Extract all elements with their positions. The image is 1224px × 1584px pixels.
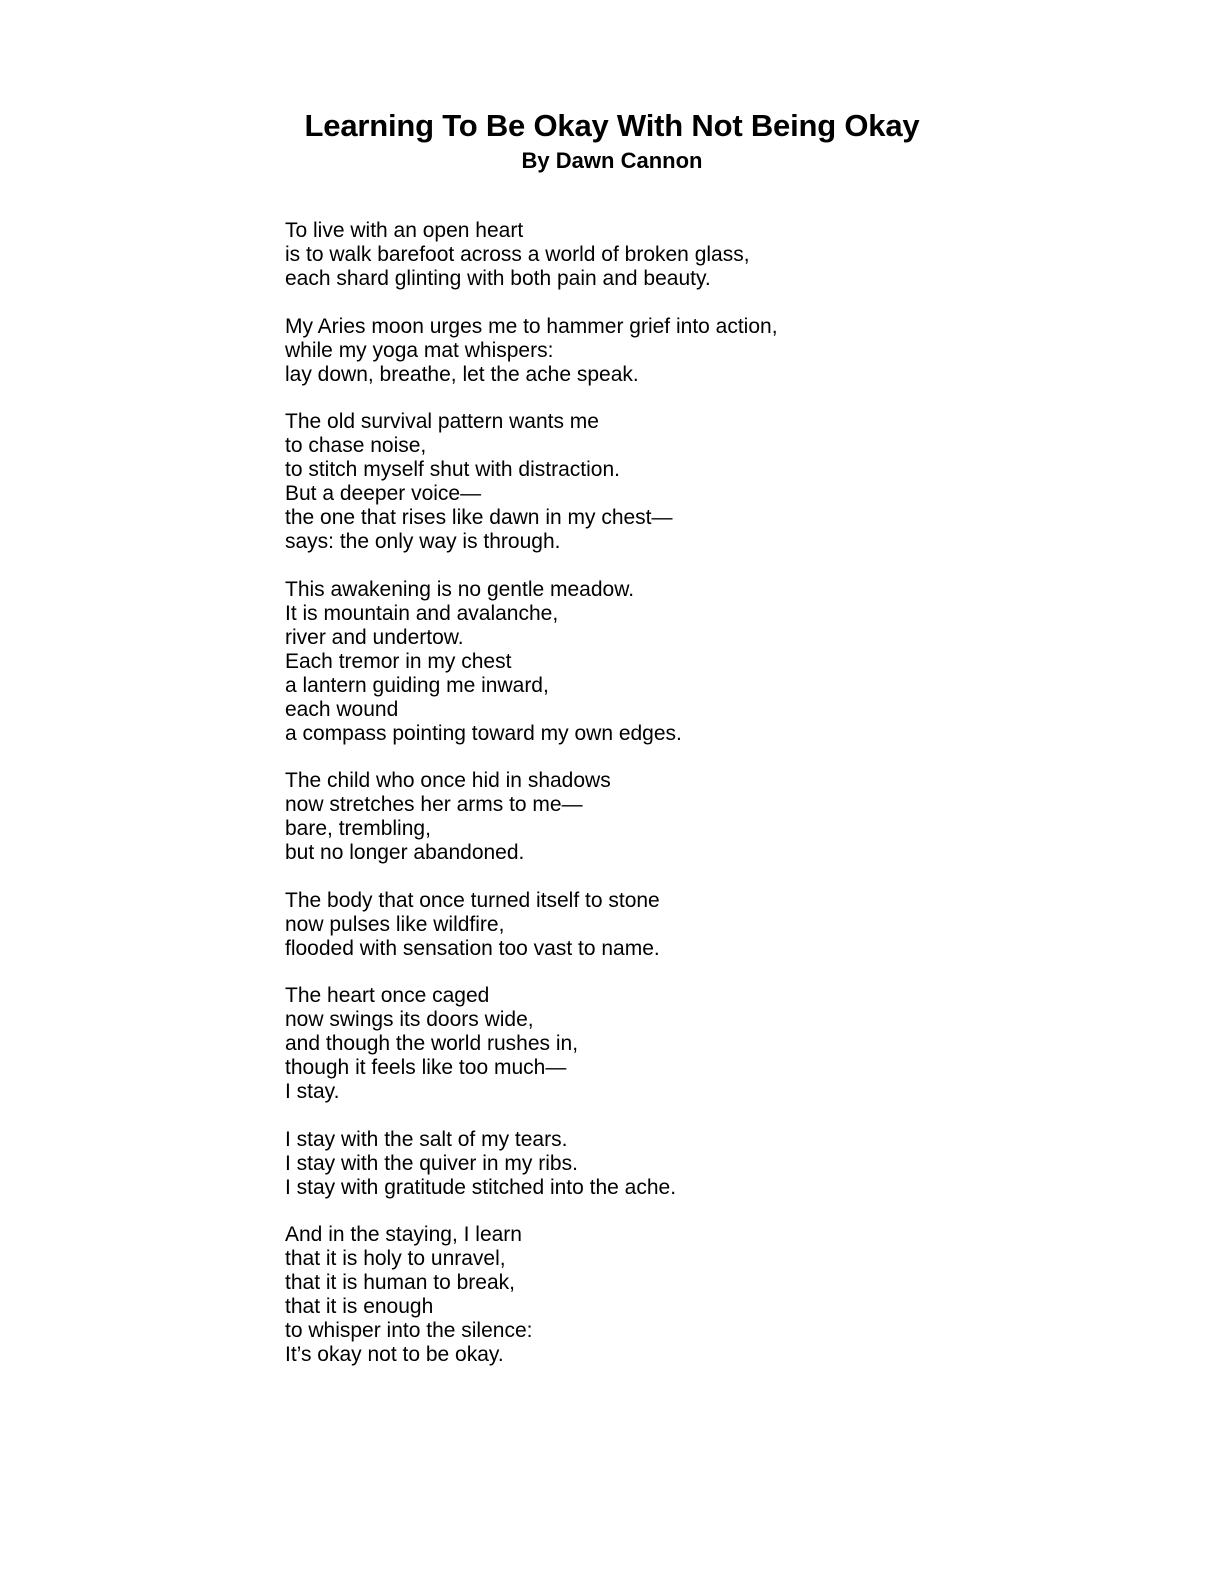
- poem-line: now stretches her arms to me—: [285, 793, 583, 816]
- poem-line: I stay.: [285, 1080, 340, 1103]
- poem-author: By Dawn Cannon: [521, 148, 703, 173]
- poem-line: to stitch myself shut with distraction.: [285, 458, 620, 481]
- poem-line: a lantern guiding me inward,: [285, 673, 549, 697]
- poem-line: to whisper into the silence:: [285, 1319, 533, 1342]
- stanza: [285, 578, 1085, 746]
- poem-line: that it is enough: [285, 1295, 434, 1318]
- stanza: [285, 315, 1085, 387]
- poem-line: To live with an open heart: [285, 219, 524, 242]
- poem-line: It is mountain and avalanche,: [285, 601, 559, 625]
- stanza: [285, 769, 1085, 865]
- poem-line: I stay with the quiver in my ribs.: [285, 1151, 578, 1175]
- poem-line: And in the staying, I learn: [285, 1223, 522, 1246]
- stanza: [285, 984, 1085, 1104]
- poem-line: is to walk barefoot across a world of broken glass,: [285, 243, 750, 266]
- poem-line: to chase noise,: [285, 434, 427, 457]
- poem-title: Learning To Be Okay With Not Being Okay: [304, 108, 920, 143]
- poem-line: and though the world rushes in,: [285, 1032, 579, 1055]
- poem-line: while my yoga mat whispers:: [285, 338, 554, 362]
- poem-line: The child who once hid in shadows: [285, 769, 611, 792]
- poem-line: though it feels like too much—: [285, 1056, 567, 1079]
- poem-line: each wound: [285, 697, 399, 721]
- poem-line: My Aries moon urges me to hammer grief into action,: [285, 314, 778, 338]
- poem-line: This awakening is no gentle meadow.: [285, 577, 635, 601]
- poem-line: The old survival pattern wants me: [285, 410, 599, 433]
- stanza: [285, 410, 1085, 554]
- poem-line: I stay with the salt of my tears.: [285, 1127, 568, 1151]
- stanza: [285, 889, 1085, 961]
- poem-line: but no longer abandoned.: [285, 841, 525, 864]
- poem-line: now pulses like wildfire,: [285, 912, 505, 936]
- poem-line: says: the only way is through.: [285, 530, 561, 553]
- poem-line: each shard glinting with both pain and beauty.: [285, 267, 711, 290]
- poem-line: Each tremor in my chest: [285, 649, 512, 673]
- stanza: [285, 1128, 1085, 1200]
- poem-line: flooded with sensation too vast to name.: [285, 936, 660, 960]
- poem-line: The heart once caged: [285, 984, 490, 1007]
- poem-line: river and undertow.: [285, 625, 464, 649]
- stanza: [285, 219, 1085, 291]
- poem-line: now swings its doors wide,: [285, 1008, 534, 1031]
- poem-line: that it is holy to unravel,: [285, 1247, 506, 1270]
- poem-line: lay down, breathe, let the ache speak.: [285, 362, 639, 386]
- stanza: [285, 1223, 1085, 1367]
- poem-line: I stay with gratitude stitched into the ache.: [285, 1175, 677, 1199]
- poem-body: [285, 219, 1085, 1391]
- poem-line: But a deeper voice—: [285, 482, 482, 505]
- poem-line: bare, trembling,: [285, 817, 431, 840]
- poem-line: It’s okay not to be okay.: [285, 1343, 504, 1366]
- poem-line: the one that rises like dawn in my chest—: [285, 506, 673, 529]
- poem-line: The body that once turned itself to stone: [285, 888, 660, 912]
- poem-line: a compass pointing toward my own edges.: [285, 721, 682, 745]
- poem-line: that it is human to break,: [285, 1271, 515, 1294]
